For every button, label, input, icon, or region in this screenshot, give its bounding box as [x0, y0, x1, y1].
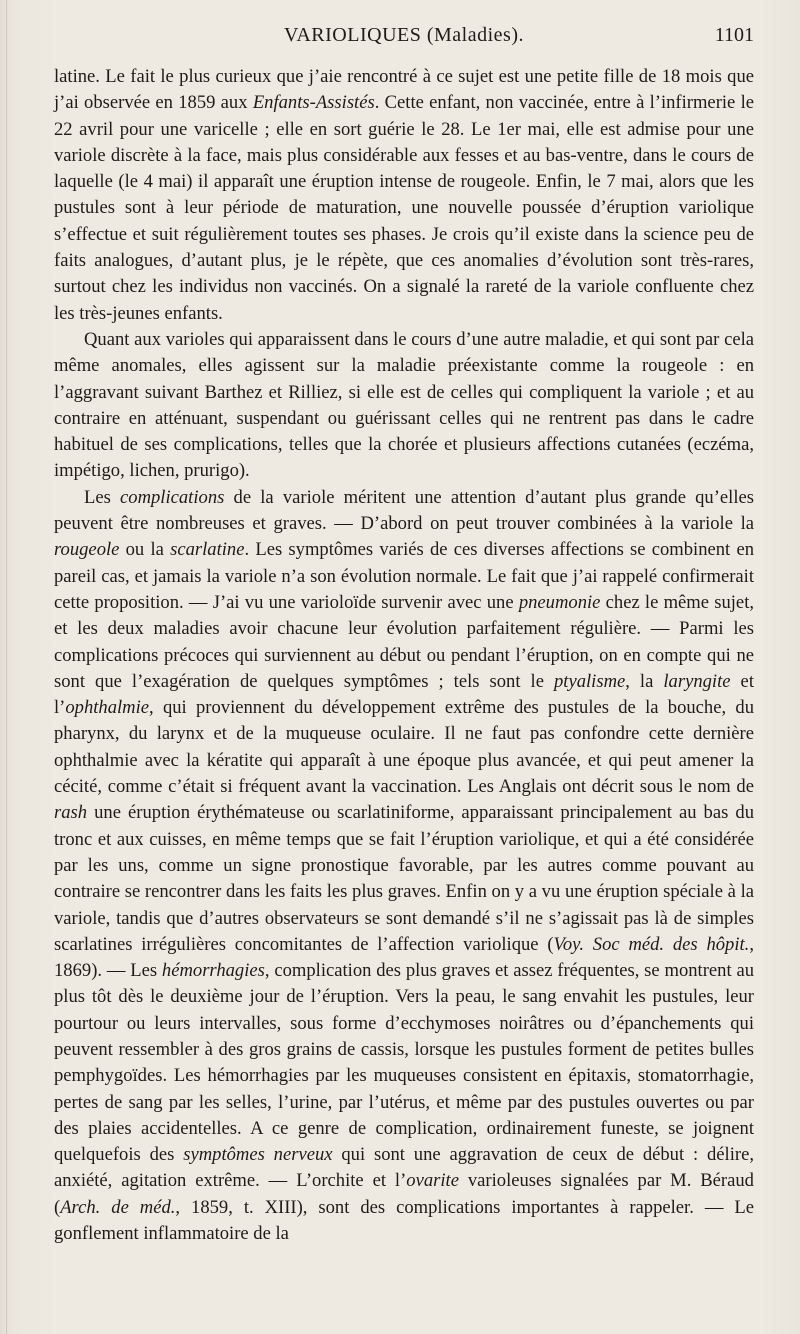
text-run: , la	[625, 670, 664, 692]
italic-text: ophthalmie	[65, 697, 150, 719]
italic-text: rash	[54, 802, 88, 824]
text-run: qui sont une aggravation de ceux de début : délire, anxiété, agitation extrême. — L’orchite et l’	[54, 1144, 754, 1192]
text-run: une éruption érythémateuse ou scarlatiniforme, apparaissant principalement au bas du tronc et aux cuisses, en même temps que se fait l’éruption variolique, et qui a été considérée par les uns, comme un signe pronostique favorable, par les autres comme pouvant au contraire se rencontrer dans les faits les plus graves. Enfin on y a vu une éruption spéciale à la variole, tandis que d’autres observateurs se sont demandé s’il ne s’agissait pas là de simples scarlatines irrégulières concomitantes de l’affection variolique (	[54, 802, 754, 955]
text-run: , qui proviennent du développement extrême des pustules de la bouche, du pharynx, du larynx et de la muqueuse oculaire. Il ne faut pas confondre cette dernière ophthalmie avec la kératite qui apparaît à une époque plus avancée, et qui peut amener la cécité, comme c’était si fréquent avant la vaccination. Les Anglais ont décrit sous le nom de	[54, 697, 754, 798]
text-run: . Les symptômes variés de ces diverses affections se combinent en pareil cas, et jamais la variole n’a son évolution normale. Le fait que j’ai rappelé confirmerait cette proposition. — J’ai vu une varioloïde survenir avec une	[54, 539, 754, 613]
italic-text: ovarite	[406, 1170, 459, 1192]
page-header	[54, 24, 754, 54]
italic-text: Enfants-Assistés	[252, 92, 375, 114]
text-run: , complication des plus graves et assez fréquentes, se montrent au plus tôt dès le deuxième jour de l’éruption. Vers la peau, le sang envahit les pustules, leur pourtour ou leurs intervalles, sous forme d’ecchymoses noirâtres ou d’épanchements qui peuvent ressembler à des gros grains de cassis, lorsque les pustules forment de petites bulles pemphygoïdes. Les hémorrhagies par les muqueuses consistent en épitaxis, stomatorrhagie, pertes de sang par les selles, l’urine, par l’utérus, et même par des pustules ouvertes ou par des plaies accidentelles. A ce genre de complication, ordinairement funeste, se joignent quelquefois des	[54, 960, 754, 1166]
paragraph-p3	[54, 485, 754, 1248]
italic-text: pneumonie	[518, 591, 601, 613]
text-run: ou la	[119, 539, 171, 561]
paragraph-p2	[54, 327, 754, 485]
italic-text: complications	[120, 486, 225, 508]
text-run: Quant aux varioles qui apparaissent dans le cours d’une autre maladie, et qui sont par cela même anomales, elles agissent sur la maladie préexistante comme la rougeole : en l’aggravant suivant Barthez et Rilliez, si elle est de celles qui compliquent la variole ; et au contraire en atténuant, suspendant ou guérissant celles qui ne rentrent pas dans le cadre habituel de ses complications, telles que la chorée et plusieurs affections cutanées (eczéma, impétigo, lichen, prurigo).	[54, 328, 754, 482]
text-run: varioleuses signalées par M. Béraud (	[54, 1170, 754, 1218]
italic-text: Arch. de méd.	[60, 1196, 176, 1218]
italic-text: laryngite	[663, 670, 731, 692]
text-run: latine. Le fait le plus curieux que j’aie rencontré à ce sujet est une petite fille de 18 mois que j’ai observée en 1859 aux	[54, 66, 754, 114]
text-run: . Cette enfant, non vaccinée, entre à l’infirmerie le 22 avril pour une varicelle ; elle en sort guérie le 28. Le 1er mai, elle est admise pour une variole discrète à la face, mais plus considérable aux fesses et au bas-ventre, dans le cours de laquelle (le 4 mai) il apparaît une éruption intense de rougeole. Enfin, le 7 mai, alors que les pustules sont à leur période de maturation, une nouvelle poussée d’éruption variolique s’effectue et suit régulièrement toutes ses phases. Je crois qu’il existe dans la science peu de faits analogues, d’autant plus, je le répète, que ces anomalies d’évolution sont très-rares, surtout chez les individus non vaccinés. On a signalé la rareté de la variole confluente chez les très-jeunes enfants.	[54, 92, 754, 324]
italic-text: ptyalisme	[553, 670, 626, 692]
page-number: 1101	[714, 24, 754, 46]
body-text	[54, 64, 754, 1247]
italic-text: scarlatine	[170, 539, 245, 561]
page-gutter-shadow	[6, 0, 7, 1334]
text-run: , 1859, t. XIII), sont des complications importantes à rappeler. — Le gonflement inflammatoire de la	[54, 1196, 754, 1245]
italic-text: Voy. Soc méd. des hôpit.	[553, 933, 750, 955]
italic-text: symptômes nerveux	[183, 1144, 333, 1166]
text-run: chez le même sujet, et les deux maladies avoir chacune leur évolution parfaitement régulière. — Parmi les complications précoces qui surviennent au début ou pendant l’éruption, on en compte qui ne sont que l’exagération de quelques symptômes ; tels sont le	[54, 591, 755, 692]
italic-text: hémorrhagies	[161, 960, 265, 982]
text-run: et l’	[54, 670, 754, 719]
text-run: Les	[84, 486, 121, 508]
italic-text: rougeole	[54, 539, 120, 561]
running-title: VARIOLIQUES (Maladies).	[284, 24, 524, 46]
text-run: de la variole méritent une attention d’autant plus grande qu’elles peuvent être nombreuses et graves. — D’abord on peut trouver combinées à la variole la	[54, 486, 754, 535]
paragraph-p1	[54, 64, 754, 327]
text-run: , 1869). — Les	[54, 933, 754, 982]
